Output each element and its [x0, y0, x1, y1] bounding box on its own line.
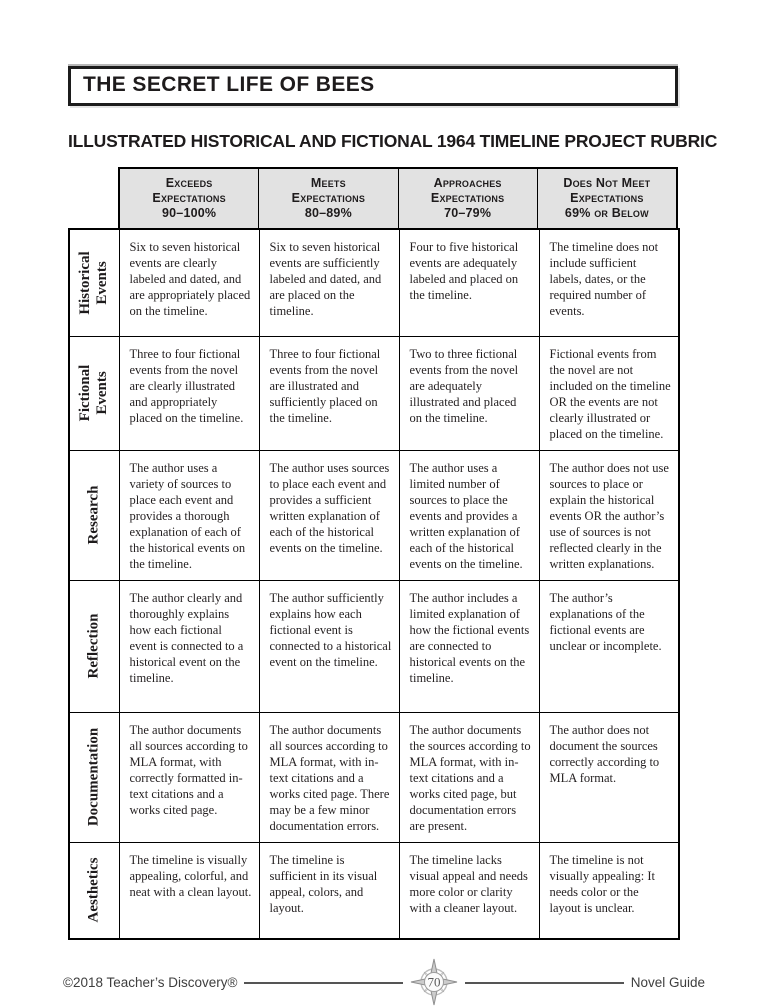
- footer-right-label: Novel Guide: [630, 974, 705, 990]
- column-header-meets: Meets Expectations 80–89%: [259, 169, 398, 228]
- rubric-cell: Six to seven historical events are sufficiently labeled and dated, and are placed on the timeline.: [259, 229, 399, 336]
- column-header-approaches: Approaches Expectations 70–79%: [399, 169, 538, 228]
- footer-copyright: ©2018 Teacher’s Discovery®: [63, 974, 238, 990]
- rubric-cell: The author does not use sources to place or explain the historical events OR the author’s use of sources is not reflected clearly in the written explanations.: [539, 450, 679, 580]
- rubric-cell: The author sufficiently explains how each fictional event is connected to a historical event on the timeline.: [259, 580, 399, 712]
- rubric-cell: The author documents the sources according to MLA format, with in-text citations and a works cited page, but documentation errors are present.: [399, 712, 539, 842]
- page-number-ornament: [410, 958, 458, 1006]
- rubric-cell: The author documents all sources according to MLA format, with correctly formatted in-text citations and a works cited page.: [119, 712, 259, 842]
- table-row: [69, 712, 679, 842]
- rubric-cell: Four to five historical events are adequately labeled and placed on the timeline.: [399, 229, 539, 336]
- table-row: [69, 842, 679, 939]
- rubric-cell: The author uses sources to place each event and provides a sufficient written explanation of each of the historical events on the timeline.: [259, 450, 399, 580]
- table-row: [69, 336, 679, 450]
- row-label-fictional-events: Fictional Events: [69, 336, 119, 450]
- compass-rose-icon: [410, 958, 458, 1006]
- table-row: [69, 450, 679, 580]
- rubric-cell: The author does not document the sources correctly according to MLA format.: [539, 712, 679, 842]
- page-footer: [63, 958, 705, 1006]
- rubric-cell: The author includes a limited explanation of how the fictional events are connected to historical events on the timeline.: [399, 580, 539, 712]
- row-label-research: Research: [69, 450, 119, 580]
- rubric-cell: Fictional events from the novel are not included on the timeline OR the events are not clearly illustrated or placed on the timeline.: [539, 336, 679, 450]
- rubric-table: [68, 167, 678, 940]
- footer-rule-left: [244, 982, 403, 984]
- rubric-cell: Three to four fictional events from the novel are clearly illustrated and appropriately placed on the timeline.: [119, 336, 259, 450]
- rubric-cell: The timeline is visually appealing, colorful, and neat with a clean layout.: [119, 842, 259, 939]
- rubric-cell: The author uses a variety of sources to place each event and provides a thorough explanation of each of the historical events on the timeline.: [119, 450, 259, 580]
- rubric-cell: The author clearly and thoroughly explains how each fictional event is connected to a historical event on the timeline.: [119, 580, 259, 712]
- page-title: THE SECRET LIFE OF BEES: [83, 73, 375, 96]
- rubric-cell: Three to four fictional events from the novel are illustrated and sufficiently placed on the timeline.: [259, 336, 399, 450]
- rubric-cell: The author’s explanations of the fictional events are unclear or incomplete.: [539, 580, 679, 712]
- rubric-cell: The timeline is sufficient in its visual appeal, colors, and layout.: [259, 842, 399, 939]
- column-header-exceeds: Exceeds Expectations 90–100%: [120, 169, 259, 228]
- rubric-cell: The timeline does not include sufficient labels, dates, or the required number of events.: [539, 229, 679, 336]
- page-subtitle: ILLUSTRATED HISTORICAL AND FICTIONAL 1964 TIMELINE PROJECT RUBRIC: [68, 131, 718, 151]
- page-number: 70: [427, 974, 441, 990]
- table-row: [69, 229, 679, 336]
- row-label-aesthetics: Aesthetics: [69, 842, 119, 939]
- rubric-cell: The author documents all sources according to MLA format, with in-text citations and a works cited page. There may be a few minor documentation errors.: [259, 712, 399, 842]
- page-title-box: [68, 66, 678, 106]
- row-label-documentation: Documentation: [69, 712, 119, 842]
- rubric-cell: Six to seven historical events are clearly labeled and dated, and are appropriately placed on the timeline.: [119, 229, 259, 336]
- table-row: [69, 580, 679, 712]
- rubric-cell: The author uses a limited number of sources to place the events and provides a written explanation of each of the historical events on the timeline.: [399, 450, 539, 580]
- column-header-does-not-meet: Does Not Meet Expectations 69% or Below: [563, 176, 651, 220]
- row-label-historical-events: Historical Events: [69, 229, 119, 336]
- rubric-cell: Two to three fictional events from the novel are adequately illustrated and placed on the timeline.: [399, 336, 539, 450]
- footer-rule-right: [465, 982, 624, 984]
- rubric-cell: The timeline lacks visual appeal and needs more color or clarity with a cleaner layout.: [399, 842, 539, 939]
- rubric-header-row: [118, 167, 678, 228]
- rubric-cell: The timeline is not visually appealing: It needs color or the layout is unclear.: [539, 842, 679, 939]
- row-label-reflection: Reflection: [69, 580, 119, 712]
